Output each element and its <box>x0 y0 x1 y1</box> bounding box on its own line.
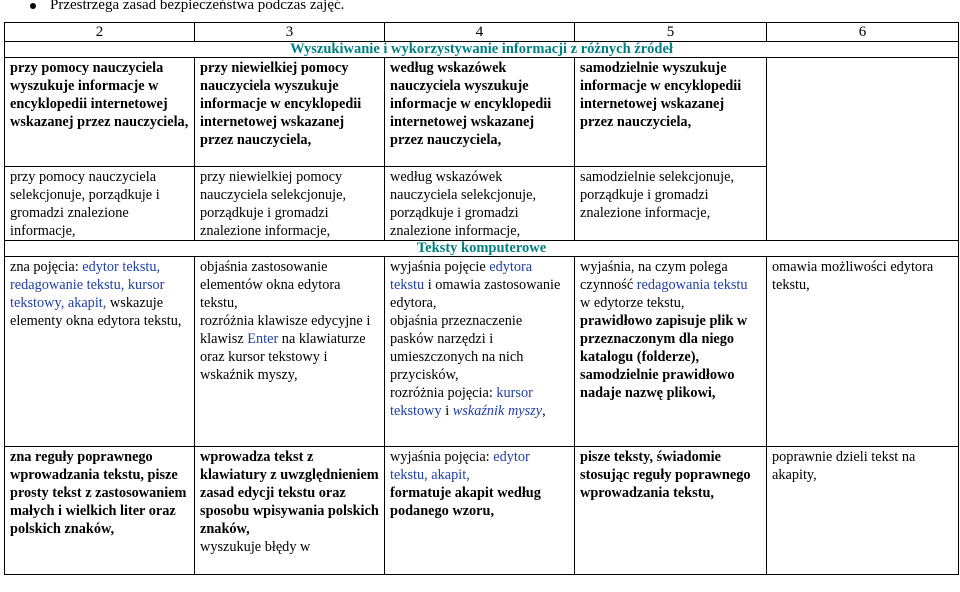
cell-text: rozróżnia klawisze edycyjne i klawisz <box>200 313 371 347</box>
cell-text: zna pojęcia: <box>10 259 83 275</box>
cell-text: formatuje akapit według podanego wzoru, <box>390 485 541 519</box>
keyword: redagowania tekstu <box>636 277 748 293</box>
section-header-row <box>5 241 959 257</box>
cell-text: wyjaśnia, na czym polega czynność <box>580 259 728 293</box>
cell-text: i omawia zastosowanie edytora, <box>390 277 561 311</box>
table-cell: samodzielnie wyszukuje informacje w encyklopedii internetowej wskazanej przez nauczyciela, <box>575 58 767 167</box>
cell-text: na klawiaturze oraz kursor tekstowy i wskaźnik myszy, <box>200 331 366 383</box>
section-header: Teksty komputerowe <box>5 241 959 257</box>
cell-text: , <box>542 403 546 419</box>
cell-text: objaśnia zastosowanie elementów okna edytora tekstu, <box>200 259 341 311</box>
keyword: Enter <box>247 331 279 347</box>
cell-text: wyjaśnia pojęcia: <box>390 449 494 465</box>
grade-number: 6 <box>767 23 959 42</box>
table-cell: przy pomocy nauczyciela selekcjonuje, porządkuje i gromadzi znalezione informacje, <box>5 167 195 241</box>
cell-text: wyjaśnia pojęcie <box>390 259 490 275</box>
table-cell <box>195 257 385 447</box>
table-row <box>5 257 959 447</box>
keyword: wskaźnik myszy <box>452 403 543 419</box>
table-cell <box>385 447 575 575</box>
keyword: edytor tekstu, redagowanie tekstu, kursor tekstowy, akapit, <box>10 259 165 311</box>
section-header-row <box>5 42 959 58</box>
grade-numbers-row <box>5 23 959 42</box>
cell-text: wskazuje elementy okna edytora tekstu, <box>10 295 182 329</box>
table-cell: przy niewielkiej pomocy nauczyciela selekcjonuje, porządkuje i gromadzi znalezione informacje, <box>195 167 385 241</box>
cell-text: wprowadza tekst z klawiatury z uwzględnieniem zasad edycji tekstu oraz sposobu wpisywania polskich znaków, <box>200 449 379 537</box>
table-cell <box>575 257 767 447</box>
table-cell: przy niewielkiej pomocy nauczyciela wyszukuje informacje w encyklopedii internetowej wskazanej przez nauczyciela, <box>195 58 385 167</box>
table-cell: zna reguły poprawnego wprowadzania tekstu, pisze prosty tekst z zastosowaniem małych i wielkich liter oraz polskich znaków, <box>5 447 195 575</box>
table-cell <box>5 257 195 447</box>
table-cell: przy pomocy nauczyciela wyszukuje informacje w encyklopedii internetowej wskazanej przez nauczyciela, <box>5 58 195 167</box>
bullet-text: Przestrzega zasad bezpieczeństwa podczas zajęć. <box>50 0 345 13</box>
table-cell: poprawnie dzieli tekst na akapity, <box>767 447 959 575</box>
grade-number: 2 <box>5 23 195 42</box>
cell-text: prawidłowo zapisuje plik w przeznaczonym dla niego katalogu (folderze), samodzielnie prawidłowo nadaje nazwę plikowi, <box>580 313 748 401</box>
cell-text: w edytorze tekstu, <box>580 295 685 311</box>
table-cell: omawia możliwości edytora tekstu, <box>767 257 959 447</box>
keyword: edytor tekstu, akapit, <box>390 449 530 483</box>
table-cell: według wskazówek nauczyciela wyszukuje informacje w encyklopedii internetowej wskazanej przez nauczyciela, <box>385 58 575 167</box>
keyword: edytora tekstu <box>390 259 533 293</box>
table-row <box>5 58 959 167</box>
bullet-item <box>30 0 344 14</box>
cell-text: objaśnia przeznaczenie pasków narzędzi i umieszczonych na nich przycisków, <box>390 313 524 383</box>
table-cell <box>195 447 385 575</box>
keyword: kursor tekstowy <box>390 385 533 419</box>
bullet-icon <box>30 3 36 9</box>
table-cell-empty <box>767 58 959 241</box>
requirements-table <box>4 22 959 575</box>
section-header: Wyszukiwanie i wykorzystywanie informacji z różnych źródeł <box>5 42 959 58</box>
table-row <box>5 447 959 575</box>
table-cell: pisze teksty, świadomie stosując reguły poprawnego wprowadzania tekstu, <box>575 447 767 575</box>
cell-text: rozróżnia pojęcia: <box>390 385 497 401</box>
grade-number: 3 <box>195 23 385 42</box>
grade-number: 5 <box>575 23 767 42</box>
table-cell <box>385 257 575 447</box>
cell-text: wyszukuje błędy w <box>200 539 311 555</box>
table-cell: samodzielnie selekcjonuje, porządkuje i gromadzi znalezione informacje, <box>575 167 767 241</box>
cell-text: i <box>441 403 453 419</box>
grade-number: 4 <box>385 23 575 42</box>
table-cell: według wskazówek nauczyciela selekcjonuje, porządkuje i gromadzi znalezione informacje, <box>385 167 575 241</box>
